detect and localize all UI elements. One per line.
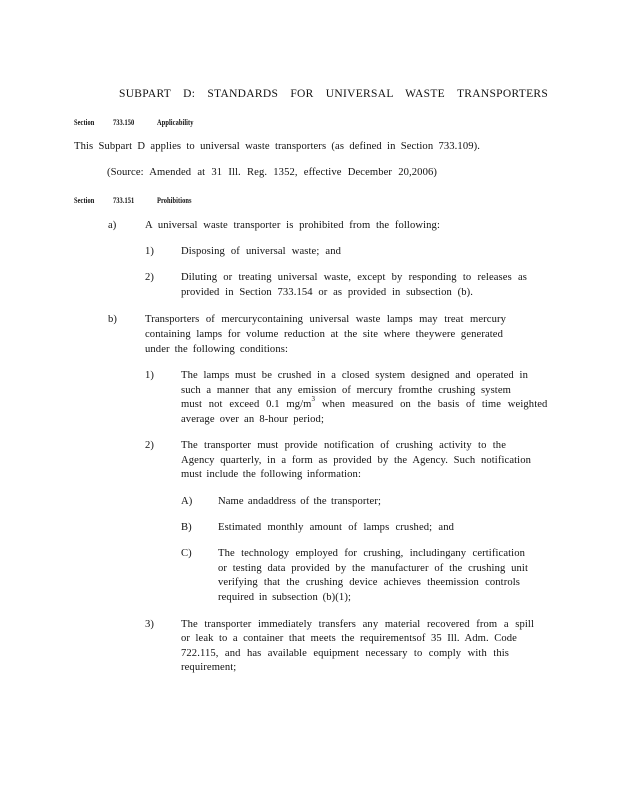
item-text: average over an 8-hour period; (181, 414, 324, 425)
subitem-text: or testing data provided by the manufacturer of the crushing unit (218, 563, 528, 574)
item-text: The lamps must be crushed in a closed system designed and operated in (181, 370, 528, 381)
item-marker: 1) (145, 370, 155, 381)
source-note: (Source: Amended at 31 Ill. Reg. 1352, effective December 20,2006) (107, 167, 437, 178)
item-text: such a manner that any emission of mercury fromthe crushing system (181, 385, 511, 396)
subsection-a-text: A universal waste transporter is prohibited from the following: (145, 220, 440, 231)
section-heading: Prohibitions (157, 196, 192, 205)
applicability-text: This Subpart D applies to universal waste transporters (as defined in Section 733.109). (74, 141, 480, 152)
section-label: Section (74, 118, 95, 127)
subitem-marker: A) (181, 496, 193, 507)
item-text: requirement; (181, 662, 237, 673)
subsection-b-marker: b) (108, 314, 118, 325)
superscript: 3 (311, 395, 316, 403)
subitem-marker: B) (181, 522, 192, 533)
subsection-b-text: Transporters of mercurycontaining universal waste lamps may treat mercury (145, 314, 506, 325)
item-marker: 2) (145, 272, 155, 283)
item-text: The transporter must provide notification of crushing activity to the (181, 440, 506, 451)
section-heading: Applicability (157, 118, 194, 127)
section-label: Section (74, 196, 95, 205)
item-text: must include the following information: (181, 469, 361, 480)
item-text: provided in Section 733.154 or as provided in subsection (b). (181, 287, 473, 298)
subsection-b-text: under the following conditions: (145, 344, 288, 355)
subsection-a-marker: a) (108, 220, 117, 231)
item-marker: 2) (145, 440, 155, 451)
item-text: The transporter immediately transfers any material recovered from a spill (181, 619, 534, 630)
subitem-text: Estimated monthly amount of lamps crushed; and (218, 522, 454, 533)
section-number: 733.150 (113, 118, 135, 127)
subitem-text: The technology employed for crushing, includingany certification (218, 548, 525, 559)
item-text: or leak to a container that meets the requirementsof 35 Ill. Adm. Code (181, 633, 517, 644)
subsection-b-text: containing lamps for volume reduction at the site where theywere generated (145, 329, 503, 340)
item-marker: 1) (145, 246, 155, 257)
subitem-marker: C) (181, 548, 192, 559)
item-text: Agency quarterly, in a form as provided by the Agency. Such notification (181, 455, 531, 466)
item-text: must not exceed 0.1 $mg/m^3$ when measured on the basis of time weighted (181, 395, 548, 410)
item-text: 722.115, and has available equipment necessary to comply with this (181, 648, 509, 659)
subitem-text: verifying that the crushing device achieves theemission controls (218, 577, 520, 588)
section-number: 733.151 (113, 196, 135, 205)
subpart-title: SUBPART D: STANDARDS FOR UNIVERSAL WASTE TRANSPORTERS (119, 88, 549, 100)
subitem-text: required in subsection (b)(1); (218, 592, 351, 603)
item-text: Diluting or treating universal waste, except by responding to releases as (181, 272, 527, 283)
subitem-text: Name andaddress of the transporter; (218, 496, 381, 507)
item-text: Disposing of universal waste; and (181, 246, 341, 257)
item-marker: 3) (145, 619, 155, 630)
